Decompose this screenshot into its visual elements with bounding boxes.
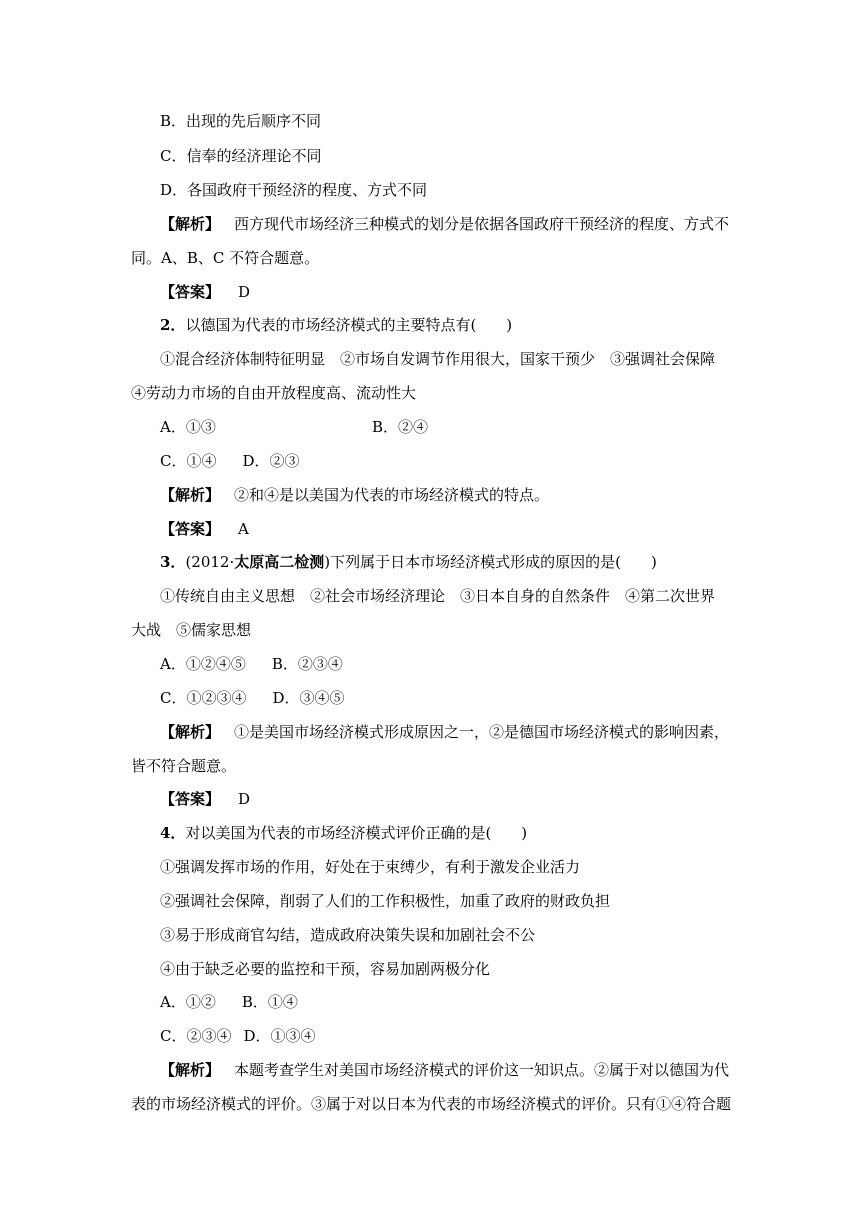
q3-items-line1: ①传统自由主义思想 ②社会市场经济理论 ③日本自身的自然条件 ④第二次世界 (160, 587, 716, 605)
question-number: 2． (160, 316, 186, 334)
q3-analysis-line1 (160, 722, 729, 742)
question-text: 下列属于日本市场经济模式形成的原因的是( ) (330, 553, 657, 571)
q4-stem (160, 823, 527, 843)
q1-option-d: D．各国政府干预经济的程度、方式不同 (160, 181, 428, 199)
q4-item-3: ③易于形成商官勾结，造成政府决策失误和加剧社会不公 (160, 926, 536, 944)
q3-options-ab (160, 654, 343, 674)
option-b: B．②③④ (271, 655, 343, 673)
answer-tag: 【答案】 (160, 283, 221, 301)
option-d: D．①③④ (243, 1027, 316, 1045)
source-close: ) (324, 553, 331, 571)
q3-answer (160, 789, 250, 809)
q3-options-cd (160, 688, 345, 708)
q1-analysis-line1 (160, 214, 729, 234)
answer-value: A (238, 520, 249, 538)
q2-answer (160, 519, 249, 539)
q4-options-ab (160, 992, 298, 1012)
source-name: 太原高二检测 (234, 553, 325, 571)
q1-option-c: C．信奉的经济理论不同 (160, 147, 322, 165)
analysis-tag: 【解析】 (160, 1061, 221, 1079)
q2-options-cd (160, 451, 300, 471)
question-text: 以德国为代表的市场经济模式的主要特点有( ) (185, 316, 513, 334)
q4-analysis-line1 (160, 1060, 729, 1080)
question-text: 对以美国为代表的市场经济模式评价正确的是( ) (185, 824, 528, 842)
q1-option-b: B．出现的先后顺序不同 (160, 112, 322, 130)
option-c: C．①②③④ (160, 689, 247, 707)
q2-items-line1: ①混合经济体制特征明显 ②市场自发调节作用很大，国家干预少 ③强调社会保障 (160, 350, 716, 368)
question-number: 4． (160, 824, 186, 842)
analysis-tag: 【解析】 (160, 486, 221, 504)
q4-item-4: ④由于缺乏必要的监控和干预，容易加剧两极分化 (160, 960, 491, 978)
q3-items-line2: 大战 ⑤儒家思想 (131, 621, 252, 639)
q4-item-1: ①强调发挥市场的作用，好处在于束缚少，有利于激发企业活力 (160, 858, 581, 876)
analysis-tag: 【解析】 (160, 215, 221, 233)
q2-options-ab (160, 417, 560, 437)
q4-options-cd (160, 1026, 316, 1046)
question-number: 3． (160, 553, 186, 571)
analysis-text: 本题考查学生对美国市场经济模式的评价这一知识点。②属于对以德国为代 (234, 1061, 730, 1079)
answer-tag: 【答案】 (160, 520, 221, 538)
q3-stem (160, 552, 657, 572)
source-year: (2012· (185, 553, 235, 571)
analysis-text: ①是美国市场经济模式形成原因之一，②是德国市场经济模式的影响因素， (234, 723, 730, 741)
analysis-tag: 【解析】 (160, 723, 221, 741)
q2-analysis (160, 485, 549, 505)
answer-value: D (238, 283, 251, 301)
option-c: C．①④ (160, 452, 217, 470)
q1-answer (160, 282, 250, 302)
q2-items-line2: ④劳动力市场的自由开放程度高、流动性大 (131, 384, 417, 402)
option-a: A．①② (160, 993, 216, 1011)
q3-analysis-line2: 皆不符合题意。 (131, 757, 237, 775)
option-b: B．②④ (372, 418, 429, 436)
option-a: A．①②④⑤ (160, 655, 246, 673)
option-b: B．①④ (241, 993, 298, 1011)
answer-value: D (238, 790, 251, 808)
analysis-text: ②和④是以美国为代表的市场经济模式的特点。 (234, 486, 550, 504)
q4-item-2: ②强调社会保障，削弱了人们的工作积极性，加重了政府的财政负担 (160, 892, 611, 910)
q1-analysis-line2: 同。A、B、C 不符合题意。 (131, 249, 320, 267)
q2-stem (160, 315, 512, 335)
q4-analysis-line2: 表的市场经济模式的评价。③属于对以日本为代表的市场经济模式的评价。只有①④符合题 (131, 1095, 732, 1113)
option-d: D．②③ (242, 452, 300, 470)
analysis-text: 西方现代市场经济三种模式的划分是依据各国政府干预经济的程度、方式不 (234, 215, 730, 233)
option-a: A．①③ (160, 418, 216, 436)
option-d: D．③④⑤ (272, 689, 345, 707)
option-c: C．②③④ (160, 1027, 232, 1045)
answer-tag: 【答案】 (160, 790, 221, 808)
